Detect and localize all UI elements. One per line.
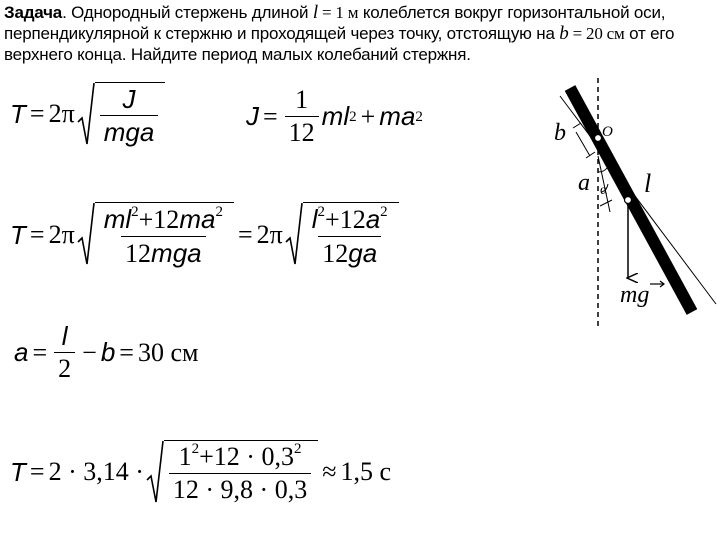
eq5-approx: ≈ — [322, 457, 337, 486]
equation-distance-a — [14, 322, 198, 383]
eq3-den-var: mga — [151, 238, 202, 268]
problem-l-var: l — [312, 2, 318, 23]
eq4-b: b — [100, 337, 116, 367]
eq3-radical-1 — [77, 202, 234, 268]
length-dimension-line — [560, 96, 716, 304]
problem-b-value: = 20 см — [568, 24, 625, 43]
eq3-fraction-2 — [308, 205, 392, 268]
center-of-mass — [625, 197, 632, 204]
eq2-equals: = — [263, 101, 278, 131]
eq4-result: 30 см — [137, 337, 199, 367]
eq2-lhs: J — [246, 101, 259, 131]
eq3-num2-b-exp: 2 — [380, 204, 388, 220]
equation-moment-of-inertia: J = $\frac{1}{12}$ ml 2 + ma 2 — [246, 85, 423, 147]
radical-sign-icon — [285, 202, 303, 266]
problem-text-2: колеблется вокруг горизонтальной оси, перпендикулярной к стержню и проходящей через точку, отстоящую на — [4, 3, 666, 43]
eq3-den-coef: 12 — [125, 239, 152, 268]
label-O: O — [602, 124, 613, 140]
eq3-num-b: ma — [179, 204, 216, 234]
eq2-fraction — [285, 86, 319, 147]
eq1-fraction — [100, 85, 159, 146]
label-alpha-upper: α — [606, 157, 614, 172]
eq3-den2-var: ga — [348, 238, 378, 268]
label-l: l — [644, 169, 652, 198]
eq1-denominator: mga — [100, 115, 159, 146]
eq4-equals-2: = — [119, 337, 134, 367]
eq3-den2-coef: 12 — [322, 239, 349, 268]
radical-sign-icon — [146, 440, 164, 504]
label-b: b — [554, 120, 566, 146]
eq5-numerator — [175, 443, 306, 473]
eq3-denominator-1 — [121, 236, 206, 268]
eq3-numerator-1 — [100, 205, 227, 236]
eq4-denominator: 2 — [54, 352, 75, 383]
eq4-numerator: l — [61, 321, 68, 351]
eq5-result: 1,5 с — [340, 457, 392, 486]
eq1-radical — [77, 82, 166, 146]
eq3-num-a-exp: 2 — [131, 204, 139, 220]
eq2-numerator: 1 — [295, 85, 309, 114]
eq3-num-plus: +12 — [138, 205, 180, 234]
eq3-denominator-2 — [318, 236, 381, 268]
eq3-fraction-1 — [100, 205, 227, 268]
eq2-plus: + — [360, 101, 376, 131]
eq4-equals: = — [32, 337, 48, 367]
eq1-numerator: J — [122, 84, 136, 114]
eq5-fraction — [169, 443, 311, 504]
eq3-lhs: T — [10, 219, 26, 250]
label-mg: mg — [620, 282, 650, 308]
equation-numeric-result — [10, 440, 391, 504]
eq3-coef: 2π — [48, 220, 75, 249]
eq5-num-exp: 2 — [293, 441, 302, 457]
b-tick-top — [573, 123, 581, 128]
eq3-num2-a: l — [311, 204, 318, 234]
pivot-point — [595, 135, 602, 142]
eq5-prefix: 2 · 3,14 · — [48, 457, 144, 486]
eq3-numerator-2 — [308, 205, 392, 236]
eq3-coef-2: 2π — [256, 220, 283, 249]
eq4-lhs: a — [14, 337, 29, 367]
eq4-fraction — [54, 322, 75, 383]
eq3-equals: = — [29, 220, 45, 249]
eq3-equals-2: = — [237, 220, 253, 249]
equation-period-expanded — [10, 202, 399, 268]
eq1-equals: = — [29, 99, 45, 128]
eq3-num-b-exp: 2 — [215, 204, 223, 220]
eq5-lhs: T — [10, 456, 26, 487]
problem-l-value: = 1 м — [317, 3, 359, 22]
eq5-equals: = — [29, 457, 45, 486]
eq2-term1: ml — [321, 101, 350, 131]
eq4-minus: − — [82, 337, 97, 367]
eq1-lhs: T — [10, 98, 26, 129]
problem-text-1: . Однородный стержень длиной — [62, 3, 313, 22]
eq1-coef: 2π — [48, 99, 75, 128]
problem-text-3: от его верхнего конца. Найдите период малых колебаний стержня. — [4, 24, 675, 64]
equation-period — [10, 82, 165, 146]
problem-b-var: b — [559, 23, 569, 44]
problem-label: Задача — [4, 3, 63, 22]
b-dimension-line — [576, 132, 590, 156]
eq5-denominator: 12 · 9,8 · 0,3 — [169, 473, 311, 504]
eq5-radical — [146, 440, 318, 504]
eq3-num2-b: a — [365, 204, 381, 234]
eq3-radical-2 — [285, 202, 399, 268]
eq5-num-a-exp: 2 — [191, 441, 200, 457]
eq3-num-a: ml — [103, 204, 132, 234]
label-alpha-lower: α — [600, 183, 608, 198]
problem-statement — [4, 2, 716, 65]
radical-sign-icon — [77, 202, 95, 266]
eq3-num2-a-exp: 2 — [317, 204, 326, 220]
eq5-num-plus: +12 · 0,3 — [199, 442, 294, 471]
a-tick — [600, 200, 612, 206]
eq2-term2: ma — [379, 101, 416, 131]
eq5-num-a: 1 — [178, 442, 192, 471]
label-a: a — [578, 170, 590, 196]
eq2-denominator: 12 — [285, 116, 319, 147]
rod-pendulum-diagram — [540, 72, 720, 342]
eq3-num2-plus: +12 — [325, 205, 366, 234]
radical-sign-icon — [77, 82, 95, 146]
b-tick-bottom — [586, 152, 595, 158]
